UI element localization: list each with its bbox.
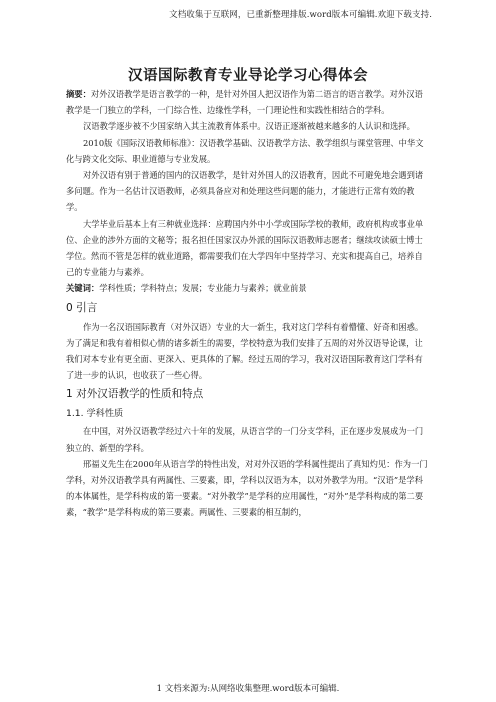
document-body — [66, 86, 430, 521]
body-paragraph: 作为一名汉语国际教育（对外汉语）专业的大一新生，我对这门学科有着懵懂、好奇和困惑。为了满足和我有着相似心情的诸多新生的需要，学校特意为我们安排了五周的对外汉语导论课，让我们对本专业有更全面、更深入、更具体的了解。经过五周的学习，我对汉语国际教育这门学科有了进一步的认识，也收获了一些心得。 — [66, 321, 424, 381]
document-title: 汉语国际教育专业导论学习心得体会 — [128, 68, 368, 84]
body-paragraph: 2010版《国际汉语教师标准》：汉语教学基础、汉语教学方法、教学组织与课堂管理、中华文化与跨文化交际、职业道德与专业发展。 — [66, 137, 424, 164]
body-paragraph: 汉语教学逐步被不少国家纳入其主流教育体系中。汉语正逐渐被越来越多的人认识和选择。 — [83, 121, 415, 132]
section-heading: 1 对外汉语教学的性质和特点 — [66, 388, 204, 401]
body-paragraph: 对外汉语有别于普通的国内的汉语教学，是针对外国人的汉语教育，因此不可避免地会遇到诸多问题。作为一名估计汉语教师，必须具备应对和处理这些问题的能力，才能进行正常有效的教学。 — [66, 170, 424, 213]
footer-note: 1 文档来源为:从网络收集整理.word版本可编辑. — [156, 684, 340, 694]
body-paragraph: 在中国，对外汉语教学经过六十年的发展，从语言学的一门分支学科，正在逐步发展成为一门独立的、新型的学科。 — [66, 426, 424, 453]
header-note: 文档收集于互联网，已重新整理排版.word版本可编辑.欢迎下载支持. — [169, 10, 432, 20]
keywords-label: 关键词： — [66, 283, 100, 294]
subsection-heading: 1.1. 学科性质 — [66, 408, 124, 420]
keywords-text: 学科性质；学科特点；发展；专业能力与素养；就业前景 — [99, 283, 307, 294]
abstract-label: 摘要： — [66, 89, 91, 99]
body-paragraph: 大学毕业后基本上有三种就业选择：应聘国内外中小学或国际学校的教师，政府机构或事业单位、企业的涉外方面的文秘等；报名担任国家汉办外派的国际汉语教师志愿者；继续攻读硕士博士学位。然而不管是怎样的就业道路，都需要我们在大学四年中坚持学习、充实和提高自己，培养自己的专业能力与素养。 — [66, 218, 424, 278]
section-heading: 0 引言 — [66, 301, 98, 314]
keywords — [66, 280, 430, 296]
abstract-text: 对外汉语教学是语言教学的一种，是针对外国人把汉语作为第二语言的语言教学。对外汉语教学是一门独立的学科，一门综合性、边缘性学科，一门理论性和实践性相结合的学科。 — [66, 89, 423, 116]
abstract — [66, 86, 430, 118]
body-paragraph: 邢福义先生在2000年从语言学的特性出发，对对外汉语的学科属性提出了真知灼见：作为一门学科，对外汉语教学具有两属性、三要素，即，学科以汉语为本，以对外教学为用。“汉语”是学科的本体属性，是学科构成的第一要素。“对外教学”是学科的应用属性，“对外”是学科构成的第二要素，“教学”是学科构成的第三要素。两属性、三要素的相互制约， — [66, 458, 428, 518]
